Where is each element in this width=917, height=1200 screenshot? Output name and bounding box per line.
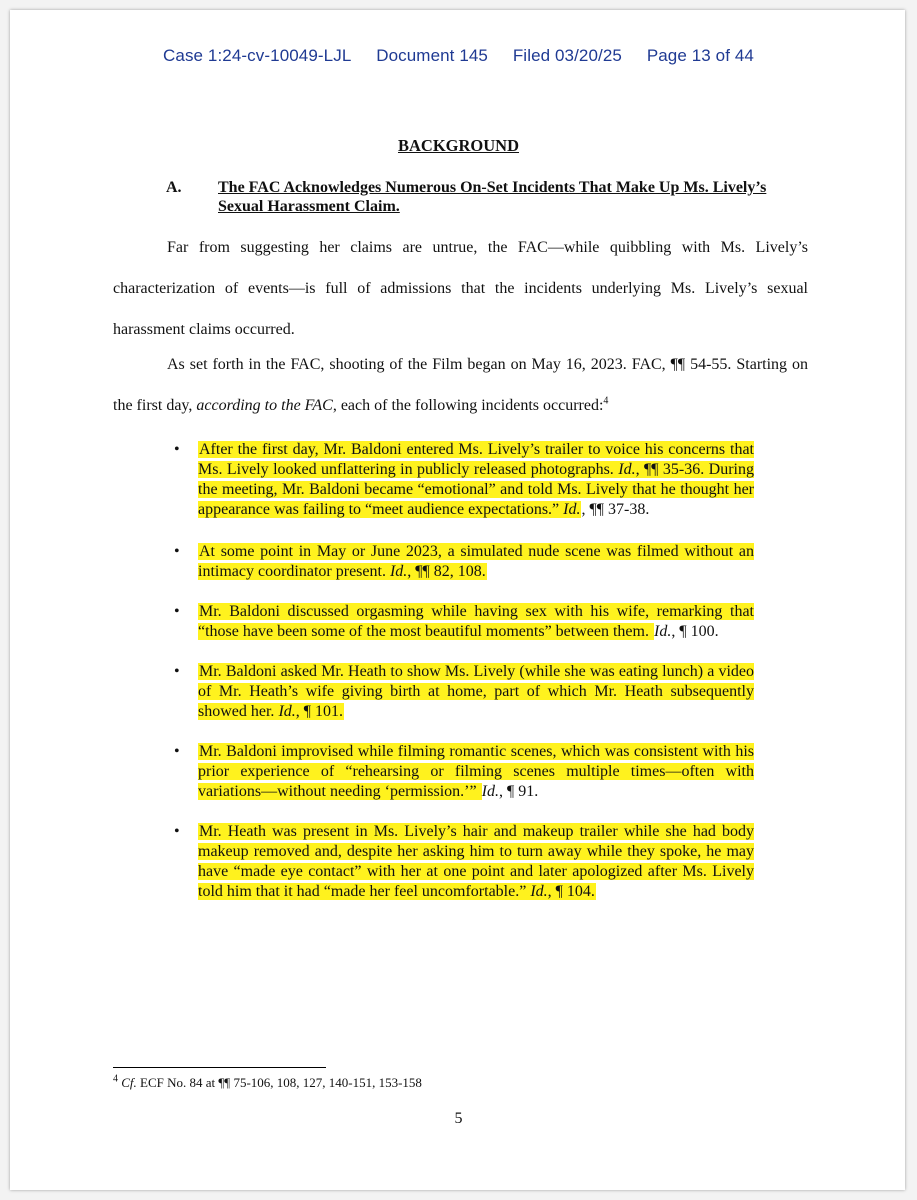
paragraph-2-tail: , each of the following incidents occurred: (332, 397, 604, 414)
bullet-icon: • (174, 743, 180, 760)
list-item: • Mr. Heath was present in Ms. Lively’s hair and makeup trailer while she had body makeup removed and, despite her asking him to turn away while they spoke, he may have “made eye contact” with her at one point and later apologized after Ms. Lively told him that it had “made her feel uncomfortable.” Id., ¶ 104. (174, 823, 754, 900)
footnote-ref: 4 (603, 395, 609, 407)
bullet-icon: • (174, 441, 180, 458)
footnote (113, 1075, 422, 1091)
subheading-letter: A. (166, 179, 182, 196)
footnote-number: 4 (113, 1073, 118, 1085)
bullet-icon: • (174, 543, 180, 560)
list-item: • After the first day, Mr. Baldoni entered Ms. Lively’s trailer to voice his concerns that Ms. Lively looked unflattering in publicly released photographs. Id., ¶¶ 35-36. During the meeting, Mr. Baldoni became “emotional” and told Ms. Lively that he thought her appearance was failing to “meet audience expectations.” Id., ¶¶ 37-38. (174, 441, 755, 518)
footnote-cf: Cf. (121, 1075, 137, 1090)
bullet-icon: • (174, 823, 180, 840)
list-item: • Mr. Baldoni improvised while filming romantic scenes, which was consistent with his prior experience of “rehearsing or filming scenes multiple times—often with variations—without needing ‘permission.’” Id., ¶ 91. (174, 743, 754, 800)
list-item: • Mr. Baldoni discussed orgasming while having sex with his wife, remarking that “those have been some of the most beautiful moments” between them. Id., ¶ 100. (174, 603, 754, 640)
footnote-divider (113, 1067, 326, 1068)
subheading-text: The FAC Acknowledges Numerous On-Set Incidents That Make Up Ms. Lively’s Sexual Harassment Claim. (218, 179, 767, 215)
section-title: BACKGROUND (397, 136, 519, 155)
paragraph-2 (113, 344, 808, 426)
bullet-icon: • (174, 663, 180, 680)
incident-list (174, 440, 754, 902)
page-count: Page 13 of 44 (646, 46, 754, 65)
ecf-header (0, 46, 917, 66)
paragraph-2-emphasis: according to the FAC (196, 397, 333, 414)
paragraph-1 (113, 227, 808, 350)
list-item: • Mr. Baldoni asked Mr. Heath to show Ms. Lively (while she was eating lunch) a video of Mr. Heath’s wife giving birth at home, part of which Mr. Heath subsequently showed her. Id., ¶ 101. (174, 663, 754, 720)
filed-date: Filed 03/20/25 (512, 46, 622, 65)
paragraph-1-text: Far from suggesting her claims are untrue, the FAC—while quibbling with Ms. Lively’s characterization of events—is full of admissions that the incidents underlying Ms. Lively’s sexual harassment claims occurred. (113, 239, 808, 338)
case-number: Case 1:24-cv-10049-LJL (163, 46, 352, 65)
document-number: Document 145 (376, 46, 488, 65)
list-item: • At some point in May or June 2023, a simulated nude scene was filmed without an intimacy coordinator present. Id., ¶¶ 82, 108. (174, 543, 754, 580)
paragraph-2-text: As set forth in the FAC, shooting of the Film began on May 16, 2023. FAC, ¶¶ 54-55. Starting on the first day, (113, 356, 808, 414)
bullet-icon: • (174, 603, 180, 620)
page-number: 5 (454, 1110, 463, 1127)
footnote-text: ECF No. 84 at ¶¶ 75-106, 108, 127, 140-151, 153-158 (136, 1075, 422, 1090)
